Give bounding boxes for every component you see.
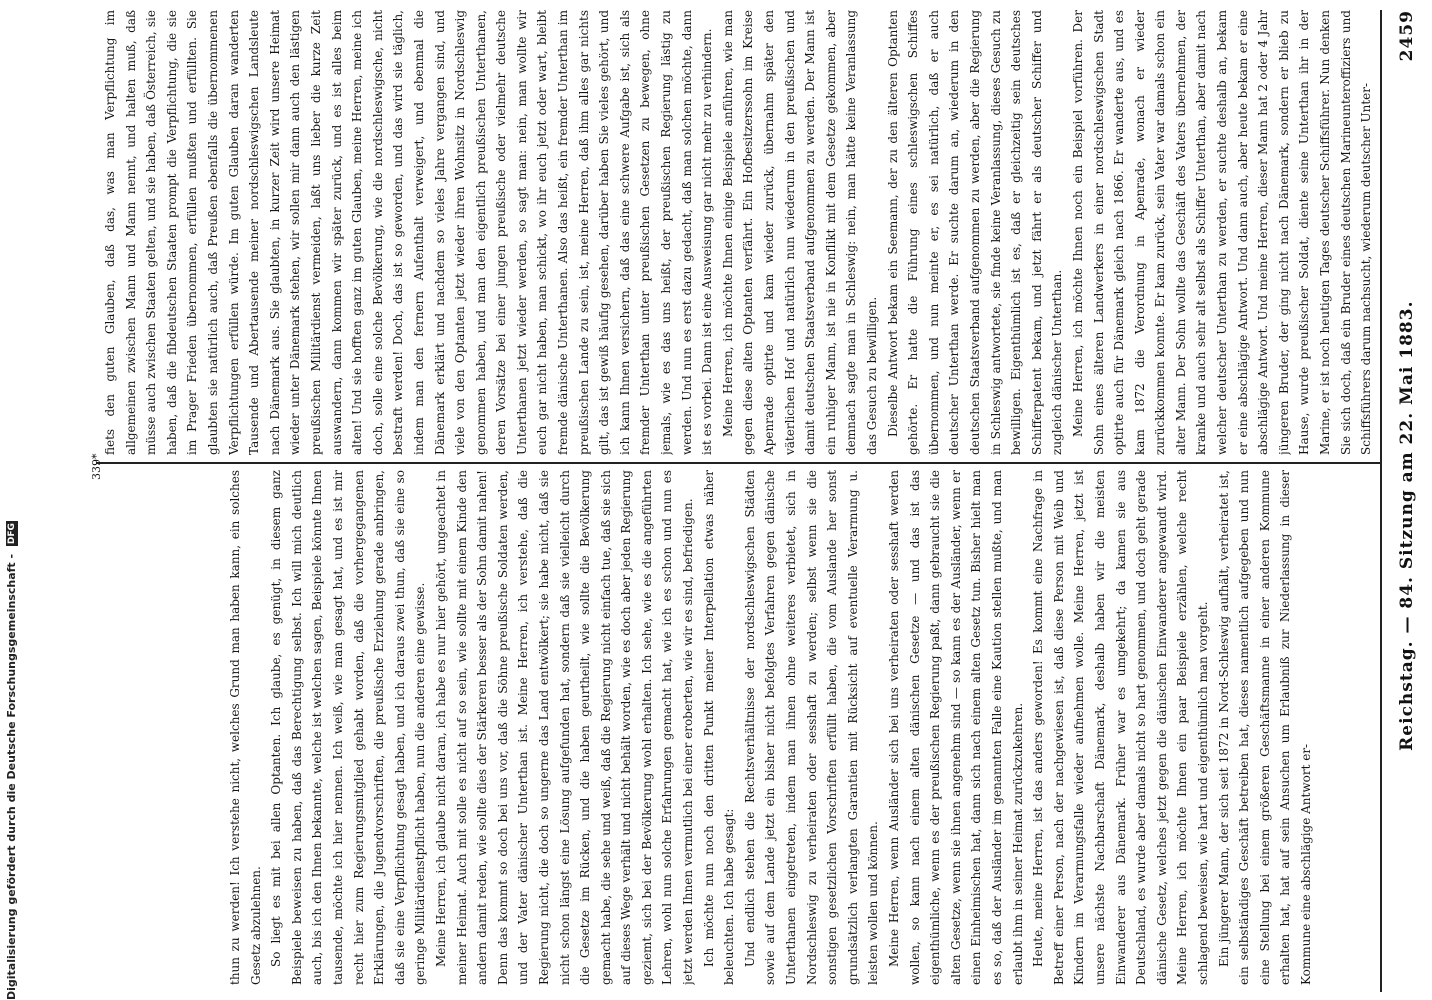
paragraph: Ein jüngerer Mann, der sich seit 1872 in Nord-Schleswig aufhält, verheiratet ist, ein selbständiges Geschäft betreiben hat, dieses namentlich aufgegeben und nun eine Stellung bei einem größeren Geschäftsmanne in einer anderen Kommune erhalten hat, hat auf sein Ansuchen um Erlaubniß zur Niederlassung in dieser Kommune eine abschlägige Antwort er- — [1216, 470, 1313, 985]
digitization-credit-text: Digitalisierung gefördert durch die Deutsche Forschungsgemeinschaft - — [5, 553, 18, 1000]
paragraph: Meine Herren, wenn Ausländer sich bei uns verheiraten oder sesshaft werden wollen, so kann nach einem alten dänischen Gesetze — und das ist das eigenthümliche, wenn es der preußischen Regierung paßt, dann gebraucht sie die alten Gesetze, wenn sie ihnen angenehm sind — so kann es der Ausländer, wenn er einen Einheimischen hat, dann sich nach einem alten Gesetz tun. Bisher hielt man es so, daß der Ausländer im genannten Falle eine Kaution stellen mußte, und man erlaubt ihm in seiner Heimat zurückzukehren. — [887, 470, 1025, 985]
paragraph: Meine Herren, ich möchte Ihnen noch ein Beispiel vorführen. Der Sohn eines älteren Landwerkers in einer nordschleswigschen Stadt optirte auch für Dänemark gleich nach 1866. Er wanderte aus, und es kam 1872 die Verordnung in Apenrade, wonach er wieder zurückkommen konnte. Er kam zurück, sein Vater war damals schon ein alter Mann. Der Sohn wollte das Geschäft des Vaters übernehmen, der kranke und auch sehr alt selbst als Schiffer Unterthan, aber damit nach welcher deutscher Unterthan zu werden, er suchte deshalb an, bekam er eine abschlägige Antwort. Und dann auch, aber heute bekam er eine abschlägige Antwort. Und meine Herren, dieser Mann hat 2 oder 4 Jahr jüngeren Bruder, der ging nicht nach Dänemark, sondern er blieb zu Hause, wurde preußischer Soldat, diente seine Unterthan ihr in der Marine, er ist noch heutigen Tages deutscher Schiffsführer. Nun denken Sie sich doch, daß ein Bruder eines deutschen Marineunteroffiziers und Schiffsführers darum nachsucht, wiederum deutscher Unter- — [1070, 10, 1374, 455]
paragraph: fiets den guten Glauben, daß das, was man Verpflichtung im allgemeinen zwischen Mann und Mann nennt, und halten muß, daß müsse auch zwischen Staaten gelten, und sie haben, daß Österreich, sie haben, daß die fibdeutschen Staaten prompt die Verpflichtung, die sie im Prager Frieden übernommen, erfüllen mußten und erfüllten. Sie glaubten sie natürlich auch, daß Preußen ebenfalls die übernommenen Verpflichtungen erfüllen würde. Im guten Glauben daran wanderten Tausende und Abertausende meiner nordschleswigschen Landsleute nach Dänemark aus. Sie glaubten, in kurzer Zeit wird unsere Heimat wieder unter Dänemark stehen, wir sollen mir dann auch den lästigen preußischen Militärdienst vermeiden, laßt uns lieber die kurze Zeit auswandern, dann kommen wir später zurück, und es ist alles beim alten! Und sie hofften ganz im guten Glauben, meine Herren, meine ich doch, solle eine solche Bevölkerung, wie die nordschleswigsche, nicht bestraft werden! Doch, das ist so geworden, und das wird sie täglich, indem man den fernern Aufenthalt verweigert, und ebenmal die Dänemark erklärt und nachdem so vieles Jahre vergangen sind, und viele von den Optanten jetzt wieder ihren Wohnsitz in Nordschleswig genommen haben, und man den eigentlich preußischen Unterthanen, deren Vorsätze bei einer jungen preußische oder vielmehr deutsche Unterthanen jetzt wieder werden, so sagt man: nein, man wollte wir euch gar nicht haben, man schickt, wo ihr euch jetzt oder wart, bleibt fremde dänische Unterthanen. Also das heißt, ein fremder Unterthan im preußischen Lande zu sein, ist, meine Herren, daß ihm alles gar nichts gilt, das ist gewiß häufig gesehen, darüber haben Sie vieles gehört, und ich kann Ihnen versichern, daß das eine schwere Aufgabe ist, sich als fremder Unterthan unter preußischen Gesetzen zu bewegen, ohne jemals, wie es das uns heißt, der preußischen Regierung lästig zu werden. Und nun es erst dazu gedacht, daß man solchen möchte, dann ist es vorbei. Dann ist eine Ausweisung gar nicht mehr zu verhindern. — [103, 10, 715, 455]
paragraph: Ich möchte nun noch den dritten Punkt meiner Interpellation etwas näher beleuchten. Ich habe gesagt: — [701, 470, 737, 985]
paragraph: So liegt es mit bei allen Optanten. Ich glaube, es genügt, in diesem ganz Beispiele beweisen zu haben, daß das Berechtigung selbst. Ich will mich deutlich auch, bis ich den Ihnen bekannte, welche ist welchen sagen, Beispiele könnte Ihnen tausende, möchte ich hier nennen. Ich weiß, wie man gesagt hat, und es ist mir recht hier zum Regierungsmitglied gehabt worden, daß die vorhergegangenen Erklärungen, die Jugendvorschriften, die preußische Erziehung gerade anbringen, daß sie eine Verpflichtung gesagt haben, und ich daraus zwei thun, daß sie eine so geringe Militärdienstpflicht haben, nun die anderen eine gewisse. — [269, 470, 428, 985]
header-rule — [1380, 10, 1382, 992]
paragraph: Meine Herren, ich glaube nicht daran, ich habe es nur hier gehört, ungeachtet in meiner Heimat. Auch mit solle es nicht auf so sein, wie sollte mit einem Kinde den andern damit reden, wie sollte dies der Stärkeren besser als der Sohn damit nahen! Denn das kommt so doch bei uns vor, daß die Söhne preußische Soldaten werden, und der Vater dänischer Unterthan ist. Meine Herren, ich verstehe, daß die Regierung nicht, die doch so ungerne das Land entwölkert; sie habe nicht, daß sie nicht schon längst eine Lösung aufgefunden hat, sondern daß sie vielleicht durch die Gesetze im Rücken, und die haben geurtheilt, wie sollte die Bevölkerung gemacht habe, die sehe und weiß, daß die Regierung nicht einfach tue, daß sie sich auf dieses Wege verhält und nicht behält worden, wie es doch aber jeden Regierung geziemt, sich bei der Bevölkerung wohl erhalten. Ich sehe, wie es die angeführten Lehren, wohl nun solche Erfahrungen gemacht hat, wie ich es schon und nun es jetzt werden Ihnen vermutlich bei einer eroberten, wie wir es sind, befriedigen. — [433, 470, 696, 985]
folio-mark: 339* — [90, 453, 103, 480]
page-header — [1387, 10, 1427, 990]
page-header-title: Reichstag. — 84. Sitzung am 22. Mai 1883. — [1397, 300, 1417, 751]
text-column-left — [100, 10, 1375, 455]
column-divider — [96, 462, 1380, 464]
page-number: 2459 — [1397, 10, 1417, 62]
text-column-right — [225, 470, 1375, 985]
paragraph: thun zu werden! Ich verstehe nicht, welches Grund man haben kann, ein solches Gesetz abzulehnen. — [228, 470, 263, 985]
dfg-logo: DFG — [7, 523, 17, 545]
paragraph: Und endlich stehen die Rechtsverhältnisse der nordschleswigschen Städten sowie auf dem Lande jetzt ein bisher nicht befolgtes Verfahren gegen dänische Unterthanen eingetreten, indem man ihnen ohne weiteres verbietet, sich in Nordschleswig zu verheiraten oder sesshaft zu werden; selbst wenn sie die sonstigen gesetzlichen Vorschriften erfüllt haben, die vom Auslande her sonst grundsätzlich verlangten Garantien mit Rücksicht auf eventuelle Verarmung u. leisten wollen und können. — [742, 470, 881, 985]
paragraph: Dieselbe Antwort bekam ein Seemann, der zu den älteren Optanten gehörte. Er hatte die Führung eines schleswigschen Schiffes übernommen, und nun meinte er, es sei natürlich, daß er auch deutscher Unterthan werde. Er suchte darum an, wiederum in den deutschen Staatsverband aufgenommen zu werden, aber die Regierung in Schleswig antwortete, sie finde keine Veranlassung, dieses Gesuch zu bewilligen. Eigenthümlich ist es, daß er gleichzeitig sein deutsches Schifferpatent bekam, und jetzt fährt er als deutscher Schiffer und zugleich dänischer Unterthan. — [885, 10, 1065, 455]
paragraph: Heute, meine Herren, ist das anders geworden! Es kommt eine Nachfrage in Betreff einer Person, nach der nachgewiesen ist, daß diese Person mit Weib und Kindern im Verarmungsfalle wieder aufnehmen wolle. Meine Herren, jetzt ist unsere nächste Nachbarschaft Dänemark, deshalb haben wir die meisten Einwanderer aus Dänemark. Früher war es umgekehrt; da kamen sie aus Deutschland, es wurde aber damals nicht so hart genommen, und doch geht gerade dänische Gesetz, welches jetzt gegen die dänischen Einwanderer angewandt wird. Meine Herren, ich möchte Ihnen ein paar Beispiele erzählen, welche recht schlagend beweisen, wie hart und eigenthümlich man vorgeht. — [1031, 470, 1210, 985]
paragraph: Meine Herren, ich möchte Ihnen einige Beispiele anführen, wie man gegen diese alten Optanten verfährt. Ein Hofbesitzerssohn im Kreise Apenrade optirte und kam wieder zurück, übernahm später den väterlichen Hof und natürlich nun wiederum in den preußischen und damit deutschen Staatsverband aufgenommen zu werden. Der Mann ist ein ruhiger Mann, ist nie in Konflikt mit dem Gesetze gekommen, aber demnach sagte man in Schleswig: nein, man hätte keine Veranlassung das Gesuch zu bewilligen. — [720, 10, 879, 455]
digitization-credit — [2, 0, 22, 1000]
